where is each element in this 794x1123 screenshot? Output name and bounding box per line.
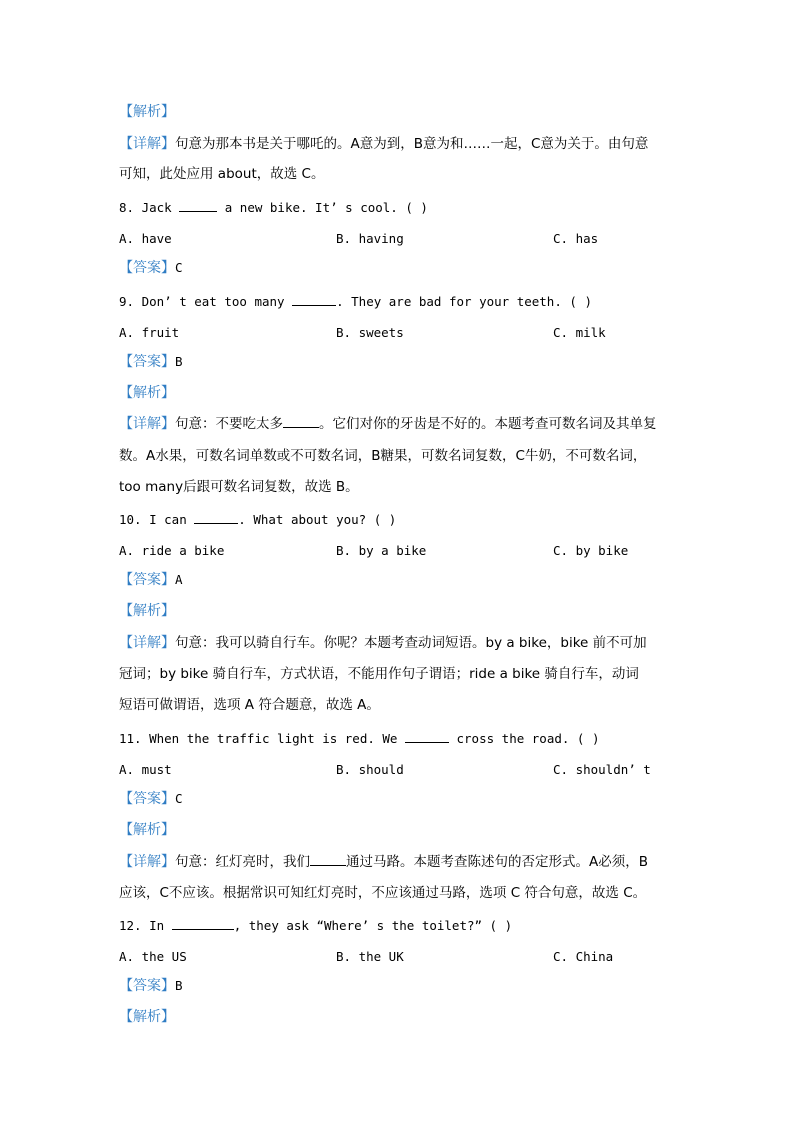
detail-label: 【详解】 xyxy=(119,854,175,870)
question-8-option-a: A. have xyxy=(119,231,172,246)
question-10-answer: 【答案】A xyxy=(119,572,183,588)
answer-label: 【答案】 xyxy=(119,260,175,276)
question-11-option-b: B. should xyxy=(336,762,404,777)
question-8-answer: 【答案】C xyxy=(119,260,183,276)
answer-label: 【答案】 xyxy=(119,354,175,370)
answer-blank xyxy=(179,198,217,212)
question-9-option-a: A. fruit xyxy=(119,325,180,340)
analysis-label: 【解析】 xyxy=(119,603,175,619)
detail-line: 应该，C不应该。根据常识可知红灯亮时，不应该通过马路，选项 C 符合句意，故选 C。 xyxy=(119,885,647,901)
question-11-stem: 11. When the traffic light is red. We cross the road. ( ) xyxy=(119,731,600,746)
answer-blank xyxy=(283,414,319,428)
answer-blank xyxy=(292,292,336,306)
detail-paragraph: 【详解】句意：红灯亮时，我们 通过马路。本题考查陈述句的否定形式。A必须，B xyxy=(119,854,648,870)
analysis-label: 【解析】 xyxy=(119,104,175,120)
answer-label: 【答案】 xyxy=(119,572,175,588)
question-9-option-b: B. sweets xyxy=(336,325,404,340)
question-11-option-c: C. shouldn’ t xyxy=(553,762,651,777)
answer-label: 【答案】 xyxy=(119,791,175,807)
question-10-stem: 10. I can . What about you? ( ) xyxy=(119,512,397,527)
question-12-option-c: C. China xyxy=(553,949,614,964)
detail-label: 【详解】 xyxy=(119,635,175,651)
detail-paragraph: 【详解】句意：不要吃太多 。它们对你的牙齿是不好的。本题考查可数名词及其单复 xyxy=(119,416,657,432)
answer-blank xyxy=(310,852,346,866)
question-10-option-a: A. ride a bike xyxy=(119,543,225,558)
question-12-answer: 【答案】B xyxy=(119,978,183,994)
detail-paragraph: 【详解】句意为那本书是关于哪吒的。A意为到，B意为和……一起，C意为关于。由句意 xyxy=(119,136,649,152)
detail-line: 冠词；by bike 骑自行车，方式状语，不能用作句子谓语；ride a bike 骑自行车，动词 xyxy=(119,666,639,682)
detail-line: 数。A水果，可数名词单数或不可数名词，B糖果，可数名词复数，C牛奶，不可数名词， xyxy=(119,448,647,464)
question-9-stem: 9. Don’ t eat too many . They are bad for your teeth. ( ) xyxy=(119,294,592,309)
question-8-stem: 8. Jack a new bike. It’ s cool. ( ) xyxy=(119,200,428,215)
detail-label: 【详解】 xyxy=(119,416,175,432)
question-8-option-c: C. has xyxy=(553,231,599,246)
answer-blank xyxy=(405,729,449,743)
analysis-label: 【解析】 xyxy=(119,1009,175,1025)
analysis-label: 【解析】 xyxy=(119,822,175,838)
detail-line: 可知，此处应用 about，故选 C。 xyxy=(119,166,325,182)
question-10-option-b: B. by a bike xyxy=(336,543,427,558)
answer-blank xyxy=(194,510,238,524)
question-10-option-c: C. by bike xyxy=(553,543,629,558)
detail-label: 【详解】 xyxy=(119,136,175,152)
question-11-option-a: A. must xyxy=(119,762,172,777)
answer-blank xyxy=(172,916,234,930)
question-11-answer: 【答案】C xyxy=(119,791,183,807)
detail-line: too many后跟可数名词复数，故选 B。 xyxy=(119,479,359,495)
analysis-label: 【解析】 xyxy=(119,385,175,401)
question-9-answer: 【答案】B xyxy=(119,354,183,370)
question-8-option-b: B. having xyxy=(336,231,404,246)
question-9-option-c: C. milk xyxy=(553,325,606,340)
detail-paragraph: 【详解】句意：我可以骑自行车。你呢？本题考查动词短语。by a bike，bike 前不可加 xyxy=(119,635,647,651)
question-12-option-a: A. the US xyxy=(119,949,187,964)
question-12-option-b: B. the UK xyxy=(336,949,404,964)
answer-label: 【答案】 xyxy=(119,978,175,994)
question-12-stem: 12. In , they ask “Where’ s the toilet?” ( ) xyxy=(119,918,513,933)
detail-line: 短语可做谓语，选项 A 符合题意，故选 A。 xyxy=(119,697,380,713)
